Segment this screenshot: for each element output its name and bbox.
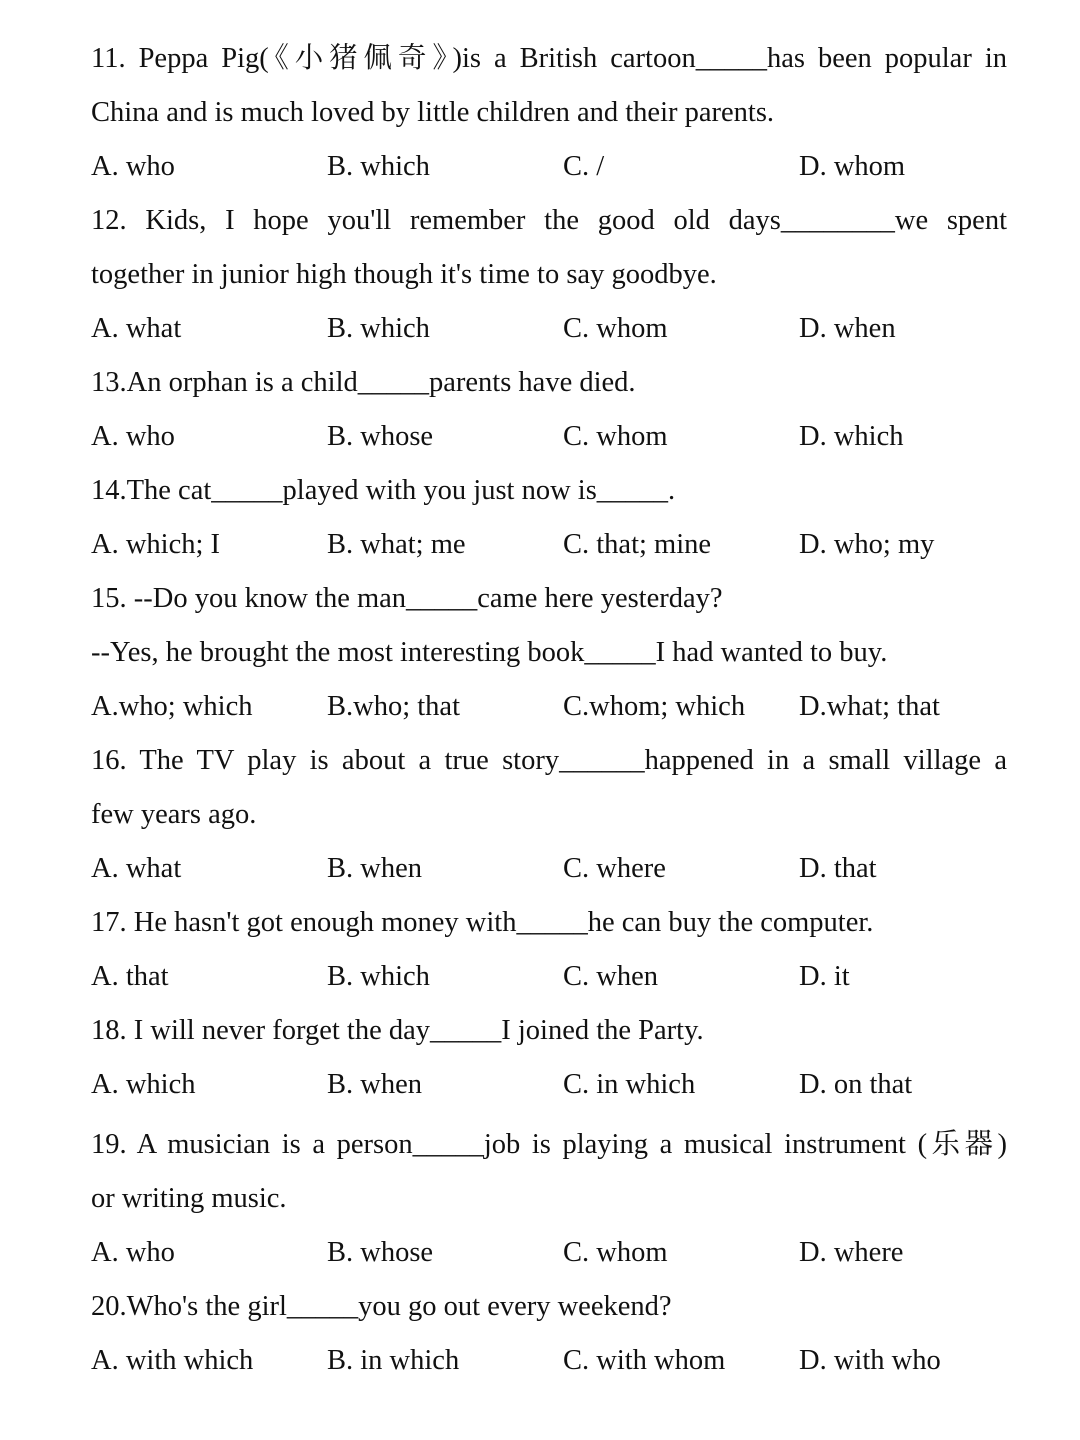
option-c: C. in which xyxy=(563,1069,696,1100)
answer-options xyxy=(91,140,1007,194)
option-c: C. whom xyxy=(563,313,668,344)
option-c: C. / xyxy=(563,151,605,182)
question-text-line: 11. Peppa Pig(《小猪佩奇》)is a British cartoon_____has been popular in xyxy=(91,43,1007,74)
question-19 xyxy=(91,1118,1007,1280)
question-16 xyxy=(91,734,1007,896)
answer-options xyxy=(91,1226,1007,1280)
option-a: A. who xyxy=(91,421,175,452)
option-c: C. where xyxy=(563,853,666,884)
option-d: D. when xyxy=(799,313,896,344)
option-b: B. which xyxy=(327,961,430,992)
answer-options xyxy=(91,842,1007,896)
option-d: D.what; that xyxy=(799,691,940,722)
question-text-line: 12. Kids, I hope you'll remember the good old days________we spent xyxy=(91,205,1007,236)
option-d: D. who; my xyxy=(799,529,935,560)
answer-options xyxy=(91,518,1007,572)
worksheet-page xyxy=(91,32,1007,1388)
option-c: C. whom xyxy=(563,1237,668,1268)
question-text-line: 16. The TV play is about a true story______happened in a small village a xyxy=(91,745,1007,776)
question-15 xyxy=(91,572,1007,734)
option-c: C. with whom xyxy=(563,1345,726,1376)
question-text-line: 15. --Do you know the man_____came here yesterday? xyxy=(91,583,723,614)
option-b: B. which xyxy=(327,313,430,344)
answer-options xyxy=(91,1334,1007,1388)
option-a: A. that xyxy=(91,961,169,992)
option-b: B. in which xyxy=(327,1345,460,1376)
answer-options xyxy=(91,1058,1007,1112)
question-text-line: 13.An orphan is a child_____parents have died. xyxy=(91,367,636,398)
option-b: B.who; that xyxy=(327,691,460,722)
question-text-line: 20.Who's the girl_____you go out every weekend? xyxy=(91,1291,672,1322)
question-text-line: 19. A musician is a person_____job is playing a musical instrument (乐器) xyxy=(91,1129,1007,1160)
option-a: A. who xyxy=(91,151,175,182)
option-a: A.who; which xyxy=(91,691,253,722)
question-text-line: --Yes, he brought the most interesting book_____I had wanted to buy. xyxy=(91,637,888,668)
question-text-line: few years ago. xyxy=(91,799,257,830)
answer-options xyxy=(91,950,1007,1004)
question-17 xyxy=(91,896,1007,1004)
question-12 xyxy=(91,194,1007,356)
question-text-line: together in junior high though it's time to say goodbye. xyxy=(91,259,717,290)
option-a: A. which xyxy=(91,1069,196,1100)
question-text-line: or writing music. xyxy=(91,1183,287,1214)
option-a: A. which; I xyxy=(91,529,221,560)
option-c: C. when xyxy=(563,961,658,992)
option-b: B. whose xyxy=(327,421,434,452)
option-b: B. whose xyxy=(327,1237,434,1268)
option-b: B. when xyxy=(327,1069,422,1100)
question-20 xyxy=(91,1280,1007,1388)
option-d: D. with who xyxy=(799,1345,941,1376)
answer-options xyxy=(91,410,1007,464)
option-d: D. whom xyxy=(799,151,906,182)
option-d: D. which xyxy=(799,421,904,452)
question-text-line: 14.The cat_____played with you just now is_____. xyxy=(91,475,676,506)
option-c: C.whom; which xyxy=(563,691,746,722)
answer-options xyxy=(91,680,1007,734)
question-text-line: 17. He hasn't got enough money with_____he can buy the computer. xyxy=(91,907,874,938)
option-d: D. that xyxy=(799,853,877,884)
question-13 xyxy=(91,356,1007,464)
option-d: D. on that xyxy=(799,1069,913,1100)
option-c: C. that; mine xyxy=(563,529,712,560)
option-c: C. whom xyxy=(563,421,668,452)
option-b: B. what; me xyxy=(327,529,466,560)
option-d: D. it xyxy=(799,961,850,992)
question-14 xyxy=(91,464,1007,572)
option-b: B. when xyxy=(327,853,422,884)
question-11 xyxy=(91,32,1007,194)
question-18 xyxy=(91,1004,1007,1112)
option-a: A. what xyxy=(91,313,182,344)
question-text-line: 18. I will never forget the day_____I joined the Party. xyxy=(91,1015,704,1046)
option-d: D. where xyxy=(799,1237,904,1268)
option-a: A. what xyxy=(91,853,182,884)
option-a: A. with which xyxy=(91,1345,254,1376)
question-text-line: China and is much loved by little children and their parents. xyxy=(91,97,775,128)
option-b: B. which xyxy=(327,151,430,182)
option-a: A. who xyxy=(91,1237,175,1268)
answer-options xyxy=(91,302,1007,356)
